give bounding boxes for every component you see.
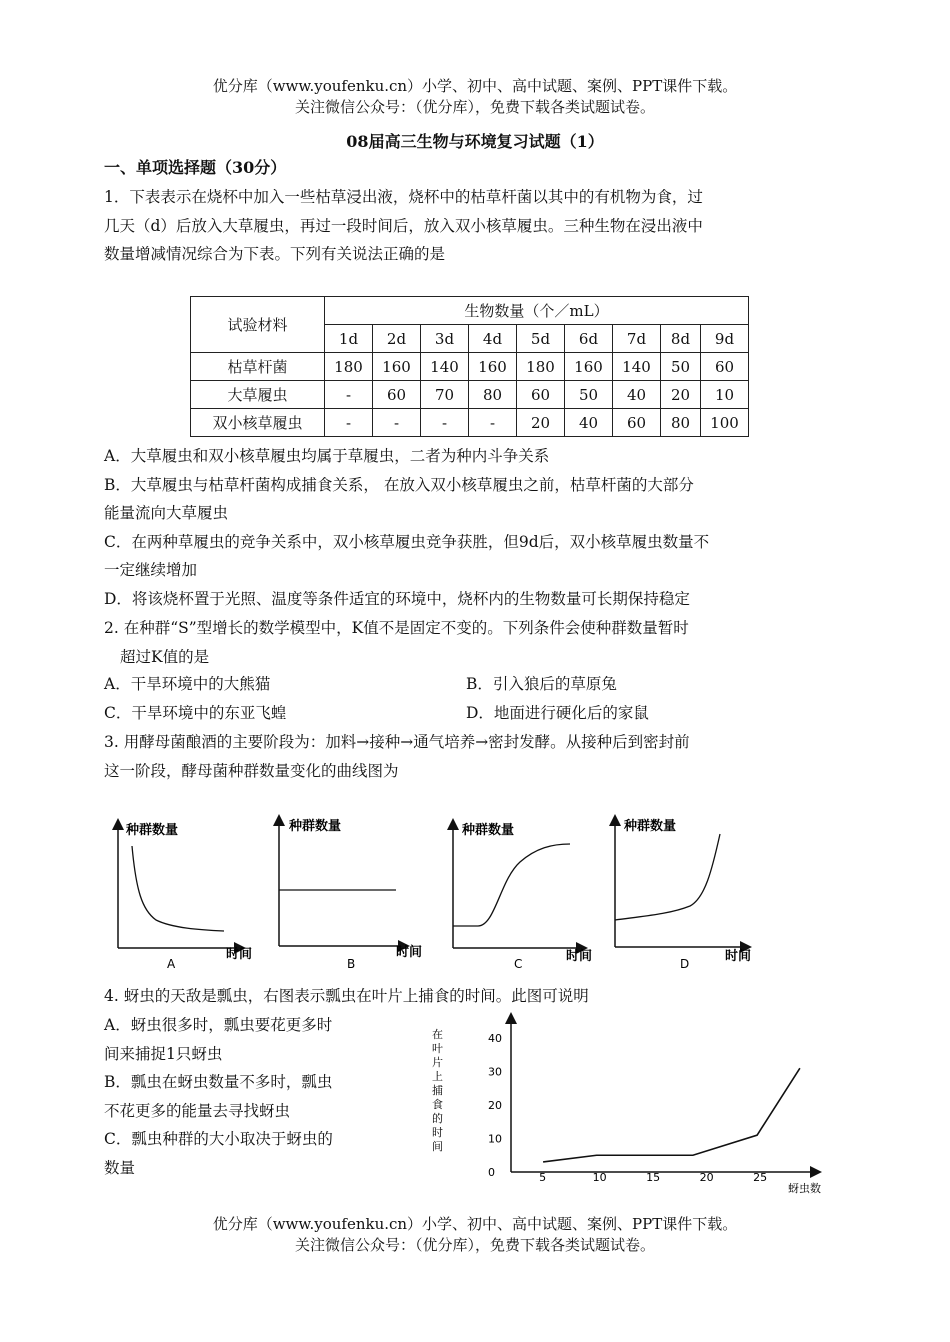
q1-line: 1．下表表示在烧杯中加入一些枯草浸出液，烧杯中的枯草杆菌以其中的有机物为食，过	[104, 188, 703, 206]
chart-y-tick: 0	[488, 1166, 495, 1179]
graph-d-ylabel: 种群数量	[624, 819, 677, 834]
graph-a-ylabel: 种群数量	[126, 823, 179, 838]
graph-c-ylabel: 种群数量	[462, 823, 515, 838]
question-4-options	[104, 1011, 414, 1182]
chart-x-tick: 15	[646, 1171, 661, 1184]
table-cell: 20	[517, 409, 565, 437]
question-2-options	[104, 672, 852, 732]
option-b: B．大草履虫与枯草杆菌构成捕食关系， 在放入双小核草履虫之前，枯草杆菌的大部分	[104, 475, 694, 494]
table-cell: 80	[661, 409, 701, 437]
table-day: 1d	[325, 325, 373, 353]
graph-b	[279, 818, 422, 971]
table-day: 9d	[701, 325, 749, 353]
table-group-header: 生物数量（个／mL）	[325, 297, 749, 325]
option-d: D．将该烧杯置于光照、温度等条件适宜的环境中，烧杯内的生物数量可长期保持稳定	[104, 589, 690, 608]
option-c: C．在两种草履虫的竞争关系中，双小核草履虫竞争获胜，但9d后，双小核草履虫数量不	[104, 532, 710, 551]
row-label: 枯草杆菌	[191, 353, 325, 381]
curve-c	[453, 844, 570, 926]
graph-b-xlabel: 时间	[396, 945, 423, 960]
option-b-cont: 不花更多的能量去寻找蚜虫	[104, 1101, 291, 1120]
page-title: 08届高三生物与环境复习试题（1）	[346, 132, 604, 151]
table-cell: 80	[469, 381, 517, 409]
table-cell: 60	[613, 409, 661, 437]
chart-y-tick: 10	[488, 1132, 502, 1146]
question-1-stem	[104, 183, 852, 269]
table-corner: 试验材料	[191, 297, 325, 353]
chart-x-tick: 25	[753, 1171, 768, 1184]
option-c: C．干旱环境中的东亚飞蝗	[104, 704, 287, 722]
table-cell: 50	[565, 381, 613, 409]
graph-b-letter: B	[347, 957, 356, 971]
curve-a	[132, 846, 224, 931]
option-d: D．地面进行硬化后的家鼠	[466, 704, 649, 722]
table-day: 7d	[613, 325, 661, 353]
footer-line-2: 关注微信公众号：（优分库），免费下载各类试题试卷。	[294, 1236, 655, 1254]
table-cell: 100	[701, 409, 749, 437]
table-day: 3d	[421, 325, 469, 353]
chart-x-tick: 20	[699, 1171, 714, 1184]
table-cell: 20	[661, 381, 701, 409]
graph-b-ylabel: 种群数量	[289, 819, 342, 834]
header-line-2: 关注微信公众号：（优分库），免费下载各类试题试卷。	[294, 98, 655, 116]
table-cell: 180	[517, 353, 565, 381]
chart-y-tick: 40	[488, 1032, 502, 1045]
table-cell: -	[469, 409, 517, 437]
table-cell: 160	[565, 353, 613, 381]
chart-series-line	[543, 1068, 800, 1162]
option-b-cont: 能量流向大草履虫	[104, 504, 229, 522]
question-3-stem	[104, 728, 852, 785]
option-b: B．瓢虫在蚜虫数量不多时，瓢虫	[104, 1073, 333, 1091]
table-cell: 70	[421, 381, 469, 409]
table-row	[191, 381, 749, 409]
option-a-cont: 间来捕捉1只蚜虫	[104, 1044, 223, 1063]
table-cell: -	[373, 409, 421, 437]
table-cell: 140	[421, 353, 469, 381]
table-cell: 50	[661, 353, 701, 381]
table-cell: 40	[613, 381, 661, 409]
table-cell: -	[421, 409, 469, 437]
q2-line: 2. 在种群“S”型增长的数学模型中，K值不是固定不变的。下列条件会使种群数量暂时	[104, 619, 689, 637]
graph-d-xlabel: 时间	[725, 949, 752, 964]
table-day: 5d	[517, 325, 565, 353]
table-cell: 160	[373, 353, 421, 381]
q3-graphs	[100, 810, 780, 975]
table-cell: -	[325, 381, 373, 409]
chart-y-tick: 20	[488, 1099, 502, 1112]
graph-c	[453, 822, 592, 971]
question-4-stem	[104, 982, 852, 1011]
chart-y-tick: 30	[488, 1065, 502, 1079]
chart-ylabel: 在叶片上捕食的时间	[432, 1028, 443, 1153]
option-b: B．引入狼后的草原兔	[466, 675, 617, 693]
predation-chart	[420, 1010, 840, 1200]
table-day: 6d	[565, 325, 613, 353]
graph-a-letter: A	[167, 957, 176, 971]
chart-x-tick: 10	[592, 1171, 607, 1184]
graph-d-letter: D	[680, 957, 690, 971]
graph-a-xlabel: 时间	[226, 947, 253, 962]
option-c-cont: 数量	[104, 1158, 136, 1177]
option-c-cont: 一定继续增加	[104, 561, 198, 579]
question-1-options	[104, 442, 852, 613]
option-a: A．干旱环境中的大熊猫	[104, 675, 271, 693]
table-row	[191, 409, 749, 437]
table-cell: 40	[565, 409, 613, 437]
graph-c-xlabel: 时间	[566, 949, 593, 964]
table-cell: 60	[517, 381, 565, 409]
table-cell: 140	[613, 353, 661, 381]
population-table	[190, 296, 749, 437]
table-cell: 60	[701, 353, 749, 381]
table-cell: 180	[325, 353, 373, 381]
question-2-stem	[104, 614, 852, 671]
row-label: 大草履虫	[191, 381, 325, 409]
q3-line: 3. 用酵母菌酿酒的主要阶段为：加料→接种→通气培养→密封发酵。从接种后到密封前	[104, 733, 690, 751]
curve-d	[615, 834, 720, 920]
chart-xlabel: 蚜虫数	[788, 1182, 821, 1195]
table-day: 2d	[373, 325, 421, 353]
option-a: A．大草履虫和双小核草履虫均属于草履虫，二者为种内斗争关系	[104, 447, 550, 465]
row-label: 双小核草履虫	[191, 409, 325, 437]
graph-c-letter: C	[514, 957, 523, 971]
graph-a	[118, 822, 252, 971]
table-cell: 10	[701, 381, 749, 409]
chart-x-tick: 5	[539, 1171, 547, 1184]
option-a: A．蚜虫很多时，瓢虫要花更多时	[104, 1016, 333, 1034]
table-cell: 160	[469, 353, 517, 381]
table-day: 8d	[661, 325, 701, 353]
q3-line: 这一阶段，酵母菌种群数量变化的曲线图为	[104, 761, 399, 780]
header-line-1: 优分库（www.youfenku.cn）小学、初中、高中试题、案例、PPT课件下载。	[212, 77, 738, 95]
table-day: 4d	[469, 325, 517, 353]
q4-line: 4. 蚜虫的天敌是瓢虫，右图表示瓢虫在叶片上捕食的时间。此图可说明	[104, 987, 589, 1005]
q1-line: 数量增减情况综合为下表。下列有关说法正确的是	[104, 245, 446, 263]
q2-line: 超过K值的是	[120, 647, 210, 666]
table-cell: 60	[373, 381, 421, 409]
option-c: C．瓢虫种群的大小取决于蚜虫的	[104, 1130, 333, 1148]
q1-line: 几天（d）后放入大草履虫，再过一段时间后，放入双小核草履虫。三种生物在浸出液中	[104, 216, 703, 235]
graph-d	[615, 818, 751, 971]
table-cell: -	[325, 409, 373, 437]
table-row	[191, 353, 749, 381]
section-heading: 一、单项选择题（30分）	[104, 158, 287, 177]
footer-line-1: 优分库（www.youfenku.cn）小学、初中、高中试题、案例、PPT课件下载。	[212, 1215, 738, 1233]
